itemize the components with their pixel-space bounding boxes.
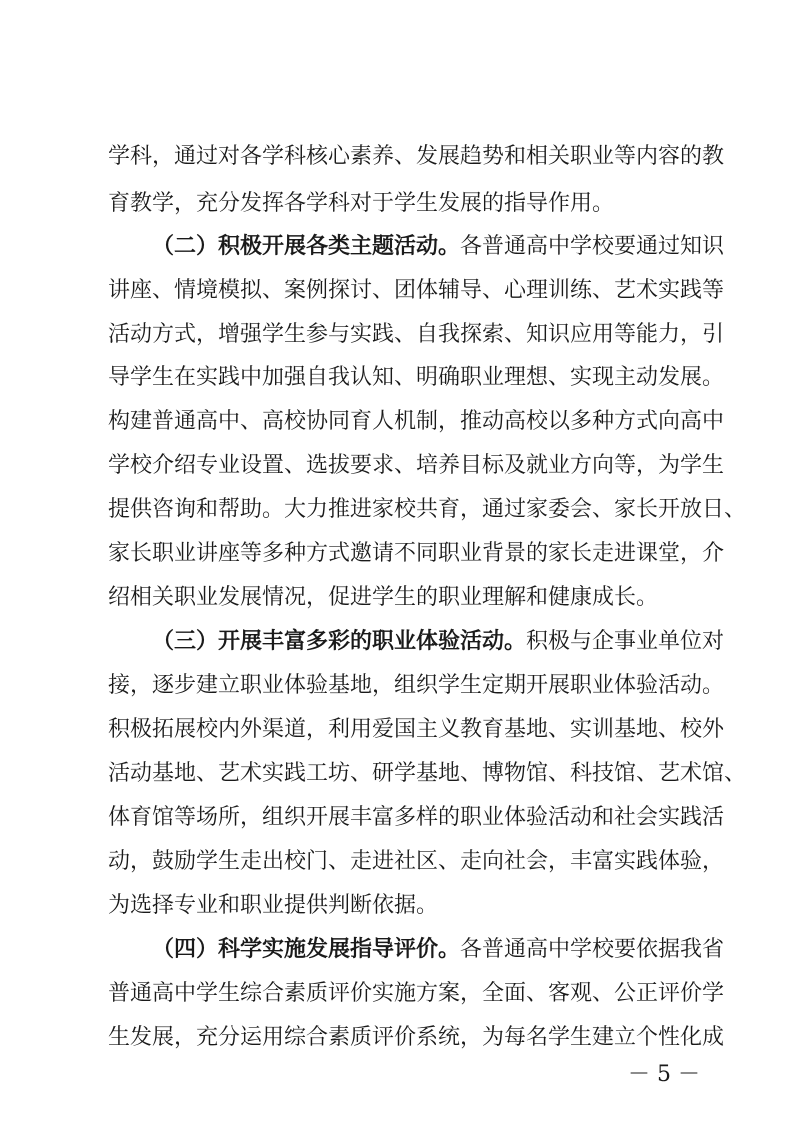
text-line bbox=[108, 1023, 725, 1053]
line-text: 导学生在实践中加强自我认知、明确职业理想、实现主动发展。 bbox=[108, 365, 725, 390]
line-text: 各普通高中学校要依据我省 bbox=[460, 937, 725, 962]
line-text: 积极拓展校内外渠道，利用爱国主义教育基地、实训基地、校外 bbox=[108, 717, 725, 742]
text-line bbox=[108, 451, 725, 481]
text-line bbox=[108, 407, 725, 437]
section-heading: （三）开展丰富多彩的职业体验活动。 bbox=[152, 629, 527, 654]
line-text: 讲座、情境模拟、案例探讨、团体辅导、心理训练、艺术实践等 bbox=[108, 278, 725, 303]
text-line bbox=[108, 891, 694, 921]
line-text: 各普通高中学校要通过知识 bbox=[460, 234, 725, 259]
text-line bbox=[108, 189, 694, 219]
line-text: 动，鼓励学生走出校门、走进社区、走向社会，丰富实践体验， bbox=[108, 849, 725, 874]
page-number: － 5 － bbox=[628, 1062, 700, 1087]
line-text: 绍相关职业发展情况，促进学生的职业理解和健康成长。 bbox=[108, 585, 659, 610]
section-heading: （二）积极开展各类主题活动。 bbox=[152, 234, 461, 259]
text-line bbox=[108, 495, 747, 525]
text-line bbox=[108, 142, 725, 172]
line-text: 积极与企事业单位对 bbox=[526, 629, 725, 654]
text-line bbox=[108, 539, 725, 569]
line-text: 构建普通高中、高校协同育人机制，推动高校以多种方式向高中 bbox=[108, 409, 725, 434]
text-line bbox=[108, 715, 725, 745]
text-line bbox=[152, 232, 725, 262]
line-text: 普通高中学生综合素质评价实施方案，全面、客观、公正评价学 bbox=[108, 981, 725, 1006]
text-line bbox=[108, 671, 725, 701]
text-line bbox=[108, 583, 694, 613]
line-text: 体育馆等场所，组织开展丰富多样的职业体验活动和社会实践活 bbox=[108, 805, 725, 830]
line-text: 生发展，充分运用综合素质评价系统，为每名学生建立个性化成 bbox=[108, 1025, 725, 1050]
text-line bbox=[108, 320, 725, 350]
text-line bbox=[108, 803, 725, 833]
line-text: 学科，通过对各学科核心素养、发展趋势和相关职业等内容的教 bbox=[108, 144, 725, 169]
text-line bbox=[152, 935, 725, 965]
text-line bbox=[108, 276, 725, 306]
text-line bbox=[108, 847, 725, 877]
line-text: 活动基地、艺术实践工坊、研学基地、博物馆、科技馆、艺术馆、 bbox=[108, 761, 747, 786]
line-text: 活动方式，增强学生参与实践、自我探索、知识应用等能力，引 bbox=[108, 322, 725, 347]
text-line bbox=[152, 627, 725, 657]
line-text: 提供咨询和帮助。大力推进家校共育，通过家委会、家长开放日、 bbox=[108, 497, 747, 522]
text-line bbox=[108, 363, 725, 393]
line-text: 接，逐步建立职业体验基地，组织学生定期开展职业体验活动。 bbox=[108, 673, 725, 698]
text-line bbox=[108, 979, 725, 1009]
line-text: 家长职业讲座等多种方式邀请不同职业背景的家长走进课堂，介 bbox=[108, 541, 725, 566]
line-text: 学校介绍专业设置、选拔要求、培养目标及就业方向等，为学生 bbox=[108, 453, 725, 478]
line-text: 为选择专业和职业提供判断依据。 bbox=[108, 893, 439, 918]
line-text: 育教学，充分发挥各学科对于学生发展的指导作用。 bbox=[108, 191, 615, 216]
section-heading: （四）科学实施发展指导评价。 bbox=[152, 937, 461, 962]
text-line bbox=[108, 759, 747, 789]
